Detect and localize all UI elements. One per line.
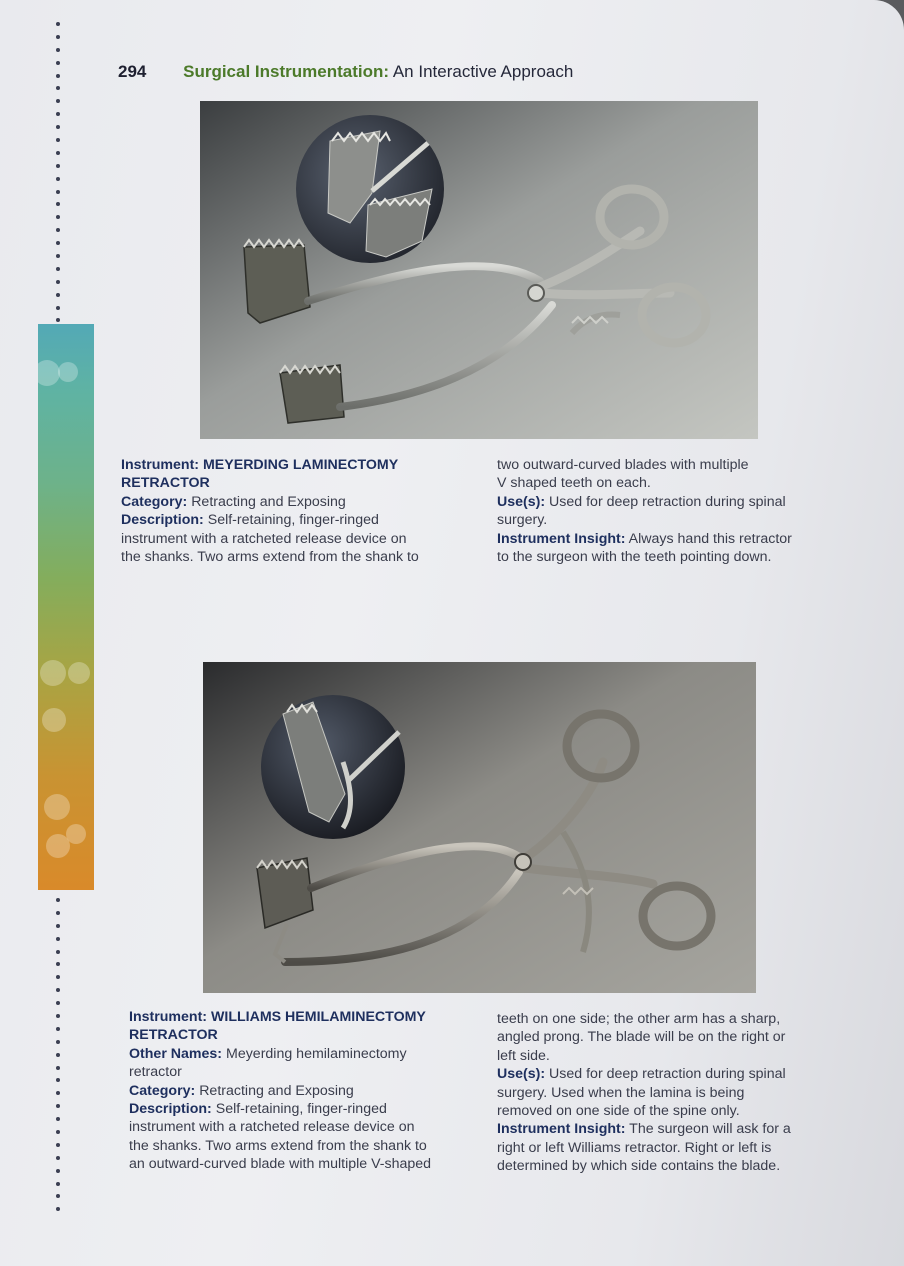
description-line: teeth on one side; the other arm has a sharp, — [497, 1011, 781, 1027]
decorative-dot — [56, 1014, 60, 1018]
decorative-dot — [56, 241, 60, 245]
decorative-dot — [56, 48, 60, 52]
instrument-name: MEYERDING LAMINECTOMY — [202, 457, 399, 473]
instrument-name-cont: RETRACTOR — [129, 1027, 218, 1044]
williams-retractor-photo — [203, 662, 756, 993]
meyerding-text-right — [497, 456, 837, 566]
decorative-dot — [56, 177, 60, 181]
dot-column-bottom — [56, 898, 62, 1220]
running-header — [118, 62, 573, 82]
decorative-dot — [56, 988, 60, 992]
description-line: left side. — [497, 1047, 550, 1064]
uses-line: surgery. — [497, 512, 548, 529]
decorative-dot — [56, 1143, 60, 1147]
decorative-dot — [56, 86, 60, 90]
decorative-dot — [56, 1194, 60, 1198]
decorative-dot — [56, 1027, 60, 1031]
decorative-dot — [56, 950, 60, 954]
description-line: the shanks. Two arms extend from the shank to — [121, 549, 419, 566]
description-line: two outward-curved blades with multiple — [497, 457, 749, 473]
decorative-dot — [56, 74, 60, 78]
decorative-dot — [56, 190, 60, 194]
insight-label: Instrument Insight: — [497, 530, 626, 547]
decorative-dot — [56, 318, 60, 322]
decorative-dot — [56, 911, 60, 915]
other-names-value: Meyerding hemilaminectomy — [226, 1045, 407, 1062]
uses-label: Use(s): — [497, 493, 546, 510]
insight-line: The surgeon will ask for a — [629, 1121, 791, 1138]
decorative-dot — [56, 164, 60, 168]
decorative-dot — [56, 1182, 60, 1186]
description-line: angled prong. The blade will be on the right or — [497, 1029, 786, 1046]
book-subtitle: An Interactive Approach — [392, 62, 574, 81]
decorative-dot — [56, 1207, 60, 1211]
insight-line: Always hand this retractor — [628, 530, 792, 547]
decorative-dot — [56, 1040, 60, 1044]
other-names-value-cont: retractor — [129, 1064, 182, 1081]
decorative-dot — [56, 1091, 60, 1095]
category-label: Category: — [121, 493, 188, 510]
other-names-label: Other Names: — [129, 1045, 223, 1062]
decorative-dot — [56, 1130, 60, 1134]
insight-line: right or left Williams retractor. Right or left is — [497, 1139, 772, 1156]
category-value: Retracting and Exposing — [199, 1082, 354, 1099]
description-line: instrument with a ratcheted release device on — [121, 530, 407, 547]
decorative-dot — [56, 280, 60, 284]
description-label: Description: — [121, 512, 204, 529]
decorative-dot — [56, 975, 60, 979]
decorative-dot — [56, 112, 60, 116]
decorative-dot — [56, 1078, 60, 1082]
description-line: V shaped teeth on each. — [497, 475, 651, 492]
description-line: Self-retaining, finger-ringed — [207, 512, 379, 529]
margin-color-band — [38, 324, 94, 890]
decorative-dot — [56, 61, 60, 65]
decorative-dot — [56, 937, 60, 941]
decorative-dot — [56, 1001, 60, 1005]
decorative-dot — [56, 306, 60, 310]
instrument-label: Instrument: — [129, 1009, 208, 1025]
category-value: Retracting and Exposing — [191, 493, 346, 510]
decorative-dot — [56, 924, 60, 928]
description-line: the shanks. Two arms extend from the shank to — [129, 1137, 427, 1154]
williams-text-right — [497, 1010, 832, 1176]
decorative-dot — [56, 1169, 60, 1173]
book-title: Surgical Instrumentation: — [183, 62, 390, 81]
description-label: Description: — [129, 1101, 212, 1118]
decorative-dot — [56, 99, 60, 103]
uses-line: removed on one side of the spine only. — [497, 1103, 740, 1120]
decorative-dot — [56, 22, 60, 26]
decorative-dot — [56, 1117, 60, 1121]
description-line: Self-retaining, finger-ringed — [215, 1101, 387, 1118]
insight-line: to the surgeon with the teeth pointing down. — [497, 549, 772, 566]
description-line: an outward-curved blade with multiple V-shaped — [129, 1156, 432, 1173]
decorative-dot — [56, 35, 60, 39]
meyerding-retractor-photo — [200, 101, 758, 439]
decorative-dot — [56, 125, 60, 129]
decorative-dot — [56, 1066, 60, 1070]
decorative-dot — [56, 228, 60, 232]
decorative-dot — [56, 962, 60, 966]
instrument-label: Instrument: — [121, 457, 200, 473]
decorative-dot — [56, 898, 60, 902]
uses-line: surgery. Used when the lamina is being — [497, 1084, 745, 1101]
insight-line: determined by which side contains the blade. — [497, 1158, 781, 1175]
decorative-dot — [56, 202, 60, 206]
description-line: instrument with a ratcheted release device on — [129, 1119, 415, 1136]
page-number: 294 — [118, 62, 147, 81]
instrument-name-cont: RETRACTOR — [121, 475, 210, 492]
meyerding-text-left — [121, 456, 471, 566]
decorative-dot — [56, 1156, 60, 1160]
decorative-dot — [56, 267, 60, 271]
decorative-dot — [56, 215, 60, 219]
uses-label: Use(s): — [497, 1066, 546, 1083]
decorative-dot — [56, 254, 60, 258]
uses-line: Used for deep retraction during spinal — [549, 1066, 786, 1083]
decorative-dot — [56, 293, 60, 297]
category-label: Category: — [129, 1082, 196, 1099]
uses-line: Used for deep retraction during spinal — [549, 493, 786, 510]
instrument-name: WILLIAMS HEMILAMINECTOMY — [210, 1009, 426, 1025]
insight-label: Instrument Insight: — [497, 1121, 626, 1138]
decorative-dot — [56, 1053, 60, 1057]
dot-column-top — [56, 22, 62, 331]
decorative-dot — [56, 1104, 60, 1108]
decorative-dot — [56, 151, 60, 155]
williams-text-left — [129, 1008, 474, 1174]
decorative-dot — [56, 138, 60, 142]
